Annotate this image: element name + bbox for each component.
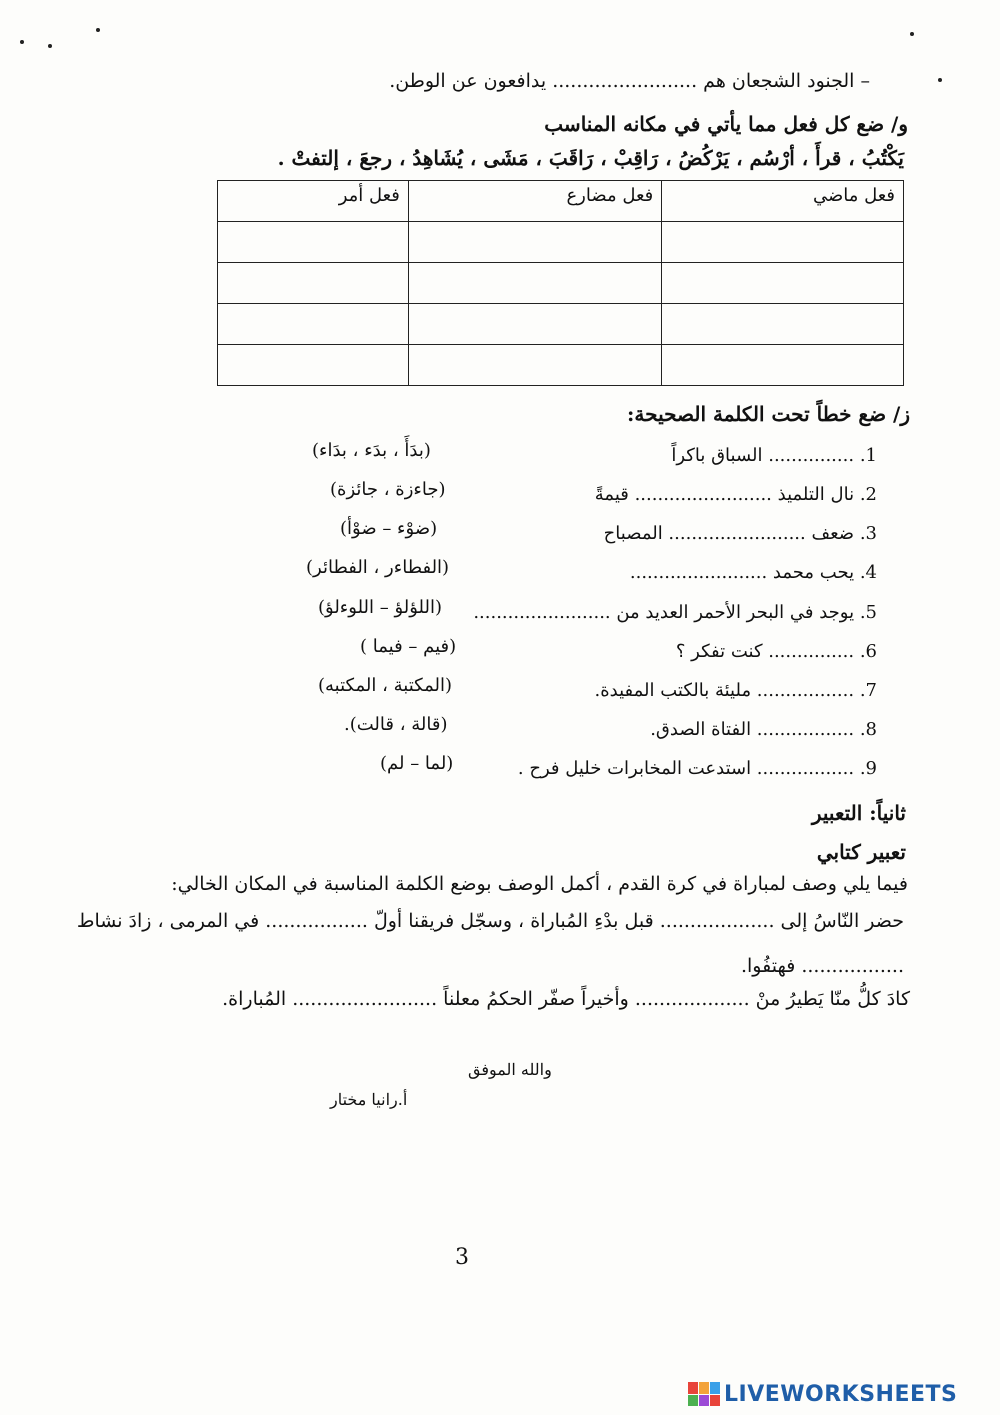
list-item: 3. ضعف ........................ المصباح xyxy=(603,523,877,544)
list-item: 8. ................. الفتاة الصدق. xyxy=(650,719,877,740)
expression-intro: فيما يلي وصف لمباراة في كرة القدم ، أكمل الوصف بوضع الكلمة المناسبة في المكان الخالي: xyxy=(171,873,908,895)
choices[interactable]: (لما – لم) xyxy=(380,753,454,774)
table-cell[interactable] xyxy=(218,304,409,345)
speck xyxy=(910,32,914,36)
list-item: 6. ............... كنت تفكر ؟ xyxy=(675,641,877,662)
table-cell[interactable] xyxy=(408,222,661,263)
header-present: فعل مضارع xyxy=(408,181,661,222)
list-item: 2. نال التلميذ ........................ قيمةً xyxy=(594,484,877,505)
choices[interactable]: (قالة ، قالت). xyxy=(344,714,448,735)
closing-text: والله الموفق xyxy=(468,1060,552,1079)
liveworksheets-logo-icon xyxy=(688,1382,720,1406)
expression-line-1: حضر النّاسُ إلى ................... قبل بدْءِ المُباراة ، وسجّل فريقنا أولّ ................. في المرمى ، زادَ نشاط xyxy=(76,910,904,932)
choices[interactable]: (ضوْء – ضوْأ) xyxy=(340,518,438,539)
expression-line-3: كادَ كلُّ منّا يَطيرُ منْ ................... وأخيراً صفّر الحكمُ معلناً ........................ المُباراة. xyxy=(222,988,910,1010)
verbs-table xyxy=(217,180,904,386)
choices[interactable]: (جاءزة ، جائزة) xyxy=(330,479,446,500)
list-item: 5. يوجد في البحر الأحمر العديد من ........................ xyxy=(473,602,877,623)
section-w-title: و/ ضع كل فعل مما يأتي في مكانه المناسب xyxy=(544,112,908,136)
speck xyxy=(938,78,942,82)
table-cell[interactable] xyxy=(662,304,904,345)
table-cell[interactable] xyxy=(408,304,661,345)
choices[interactable]: (فيم – فيما ) xyxy=(360,636,457,657)
speck xyxy=(20,40,24,44)
header-imperative: فعل أمر xyxy=(218,181,409,222)
table-cell[interactable] xyxy=(408,345,661,386)
choices[interactable]: (المكتبة ، المكتبه) xyxy=(318,675,452,696)
list-item: 4. يحب محمد ........................ xyxy=(629,562,877,583)
list-item: 7. ................. مليئة بالكتب المفيدة. xyxy=(594,680,877,701)
verbs-list: يَكْتُبُ ، قرأَ ، أرْسُم ، يَرْكُضُ ، رَاقِبْ ، رَاقَبَ ، مَشَى ، يُشَاهِدُ ، رجعَ ، إلتفتْ . xyxy=(277,146,904,170)
table-cell[interactable] xyxy=(408,263,661,304)
section-z-title: ز/ ضع خطاً تحت الكلمة الصحيحة: xyxy=(627,402,910,426)
page-number: 3 xyxy=(455,1245,469,1270)
choices[interactable]: (الفطاءر ، الفطائر) xyxy=(306,557,450,578)
footer-brand: LIVEWORKSHEETS xyxy=(724,1381,958,1407)
table-cell[interactable] xyxy=(218,263,409,304)
choices[interactable]: (اللؤلؤ – اللوءلؤ) xyxy=(318,597,443,618)
top-line: – الجنود الشجعان هم ........................ يدافعون عن الوطن. xyxy=(389,70,870,92)
speck xyxy=(96,28,100,32)
list-item: 1. ............... السباق باكراً xyxy=(671,445,877,466)
expression-line-2: ................. فهتفُوا. xyxy=(740,955,904,977)
table-cell[interactable] xyxy=(662,263,904,304)
table-cell[interactable] xyxy=(218,222,409,263)
table-cell[interactable] xyxy=(662,222,904,263)
liveworksheets-footer xyxy=(688,1380,988,1408)
choices[interactable]: (بدَأَ ، بدَء ، بدَاء) xyxy=(312,440,431,461)
author-name: أ.رانيا مختار xyxy=(330,1090,408,1109)
section-two-heading: ثانياً: التعبير xyxy=(811,801,906,825)
table-cell[interactable] xyxy=(218,345,409,386)
header-past: فعل ماضي xyxy=(662,181,904,222)
list-item: 9. ................. استدعت المخابرات خليل فرح . xyxy=(517,758,877,779)
speck xyxy=(48,44,52,48)
table-cell[interactable] xyxy=(662,345,904,386)
section-two-subheading: تعبير كتابي xyxy=(816,840,906,864)
